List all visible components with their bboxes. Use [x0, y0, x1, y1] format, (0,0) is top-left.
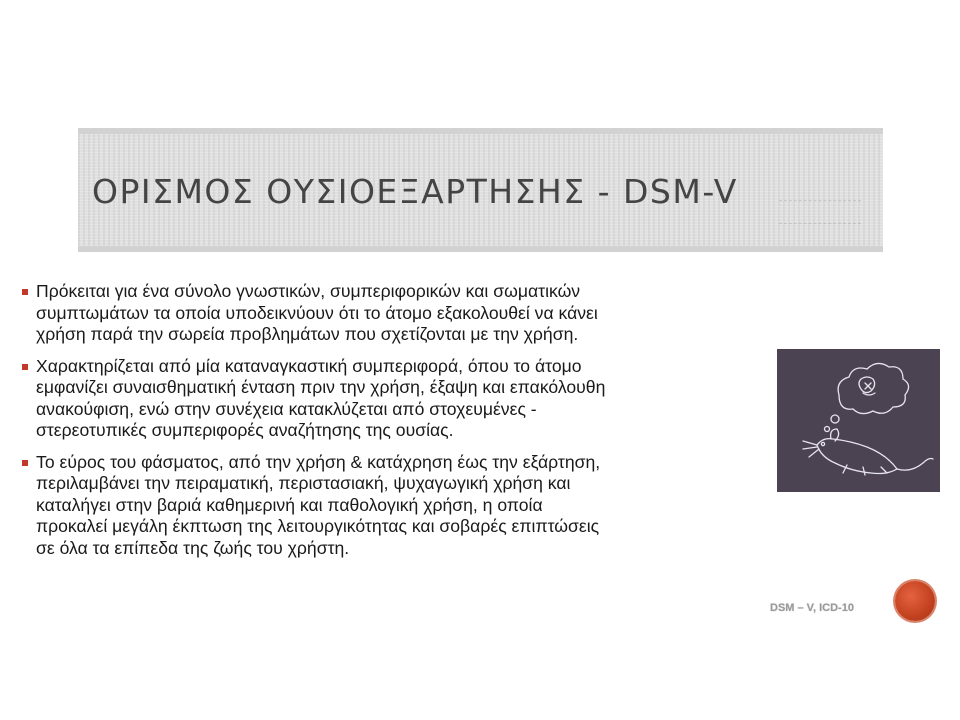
bullet-line: εμφανίζει συναισθηματική ένταση πριν την χρήση, έξαψη και επακόλουθη: [36, 377, 606, 397]
bullet-square-icon: [22, 460, 28, 466]
bullet-line: περιλαμβάνει την πειραματική, περιστασιακή, ψυχαγωγική χρήση και: [36, 473, 571, 493]
title-band: [78, 128, 883, 252]
bullet-line: προκαλεί μεγάλη έκπτωση της λειτουργικότητας και σοβαρές επιπτώσεις: [36, 516, 600, 536]
rat-illustration-image: [777, 349, 940, 492]
rat-drawing-icon: [777, 349, 940, 492]
bullet-square-icon: [22, 364, 28, 370]
bullet-line: καταλήγει στην βαριά καθημερινή και παθολογική χρήση, η οποία: [36, 494, 543, 515]
bullet-line: Πρόκειται για ένα σύνολο γνωστικών, συμπεριφορικών και σωματικών: [36, 281, 581, 301]
bullet-line: ανακούφιση, ενώ στην συνέχεια κατακλύζεται από στοχευμένες -: [36, 398, 537, 419]
bullet-line: συμπτωμάτων τα οποία υποδεικνύουν ότι το άτομο εξακολουθεί να κάνει: [36, 302, 598, 323]
bullet-line: Το εύρος του φάσματος, από την χρήση & κατάχρηση έως την εξάρτηση,: [36, 451, 601, 472]
bullet-item: [22, 356, 772, 442]
next-slide-arrow-icon[interactable]: [895, 641, 917, 655]
bullet-square-icon: [22, 289, 28, 295]
bullet-item: [22, 452, 772, 560]
slide-title: ΟΡΙΣΜΟΣ ΟΥΣΙΟΕΞΑΡΤΗΣΗΣ - DSM-V: [92, 172, 738, 211]
bullet-line: στερεοτυπικές συμπεριφορές αναζήτησης της ουσίας.: [36, 420, 454, 440]
bullet-list: [22, 281, 772, 569]
band-texture-decoration: [779, 200, 861, 224]
slide-number-circle: [895, 581, 935, 621]
bullet-line: σε όλα τα επίπεδα της ζωής του χρήστη.: [36, 537, 350, 558]
footer-reference: DSM – V, ICD-10: [770, 602, 854, 614]
bullet-line: χρήση παρά την σωρεία προβλημάτων που σχετίζονται με την χρήση.: [36, 324, 579, 344]
bullet-item: [22, 281, 772, 346]
bullet-line: Χαρακτηρίζεται από μία καταναγκαστική συμπεριφορά, όπου το άτομο: [36, 355, 582, 376]
